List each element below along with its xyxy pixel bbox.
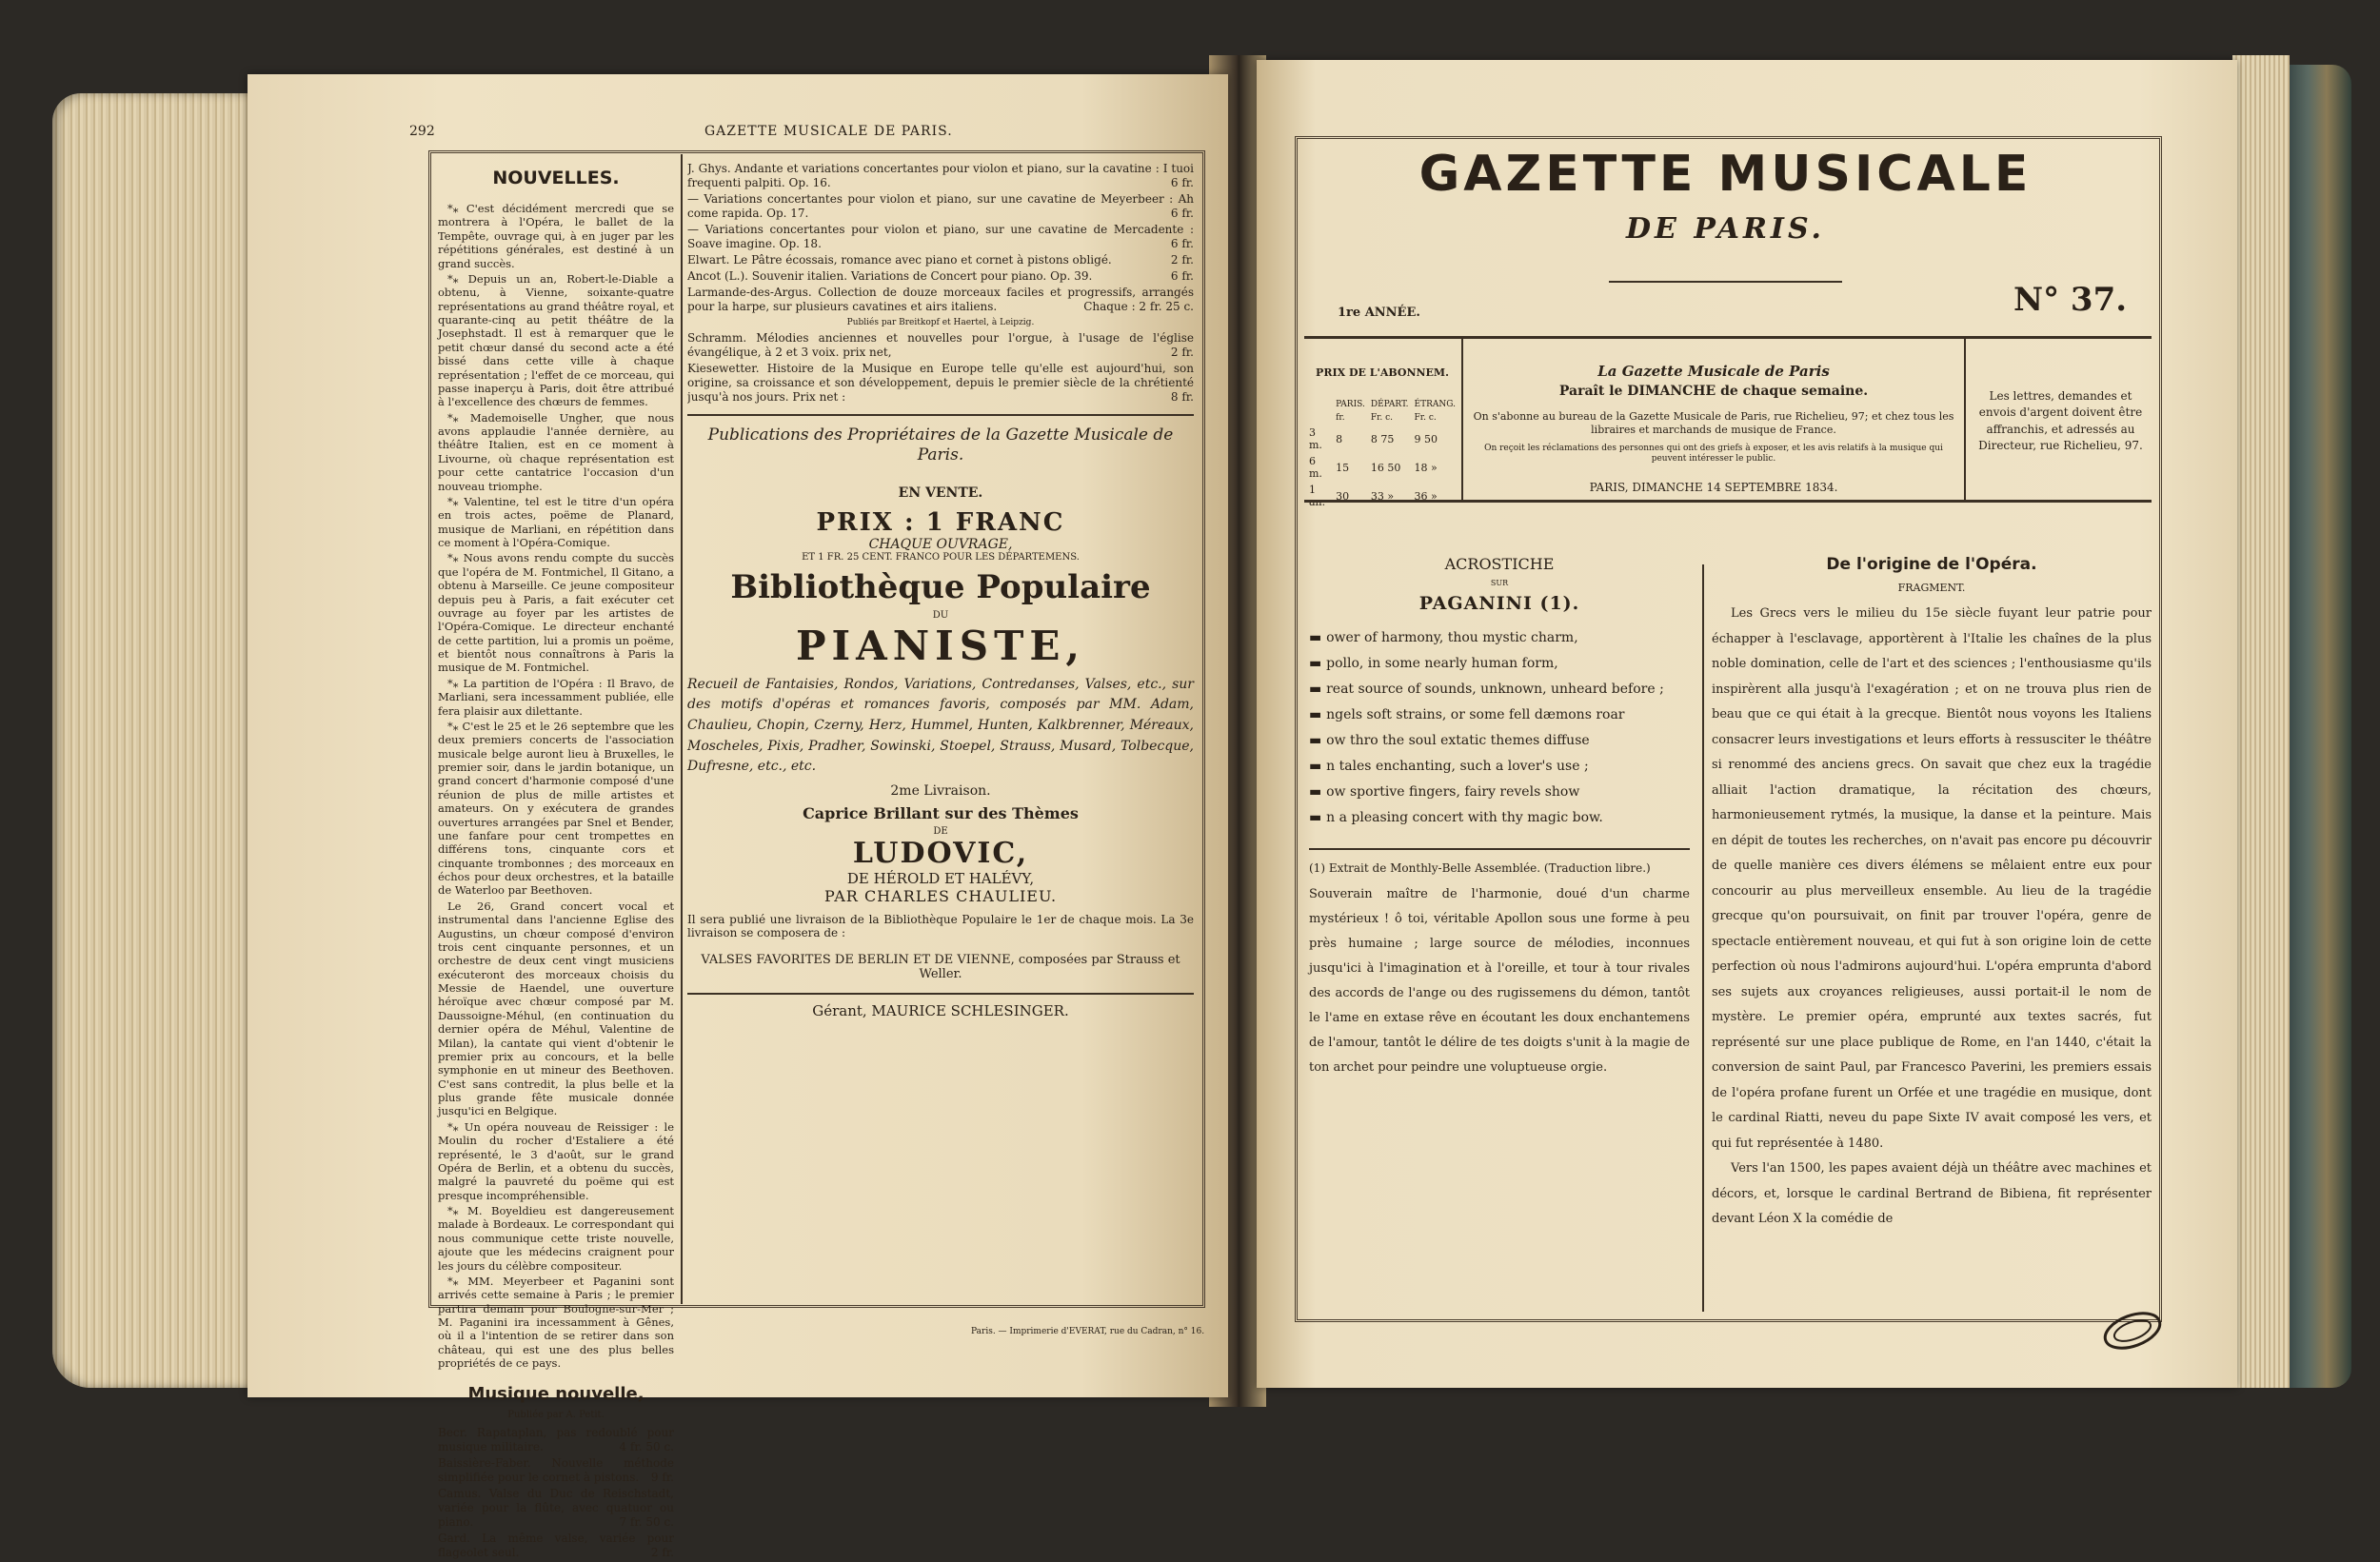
valses-favorites: VALSES FAVORITES DE BERLIN ET DE VIENNE, composées par Strauss et Weller. (701, 952, 1180, 981)
et-fr-departements: ET 1 FR. 25 CENT. FRANCO POUR LES DÉPARTEMENS. (802, 551, 1080, 563)
abonnement-box (1306, 366, 1458, 510)
right-page-edges (2232, 55, 2290, 1388)
listing-text: Larmande-des-Argus. Collection de douze morceaux faciles et progressifs, arrangés pour la harpe, sur plusieurs cavatines et airs italiens. (687, 286, 1194, 313)
ludovic-heading: LUDOVIC, (852, 836, 1029, 870)
acrostic-line (1309, 754, 1690, 780)
prix-abonnement: PRIX DE L'ABONNEM. (1316, 366, 1449, 379)
listing-price: 6 fr. (1170, 237, 1194, 250)
table-cell: 8 75 (1370, 432, 1395, 445)
table-row (1306, 482, 1458, 510)
col2-publisher: Publiés par Breitkopf et Haertel, à Leipzig. (846, 318, 1035, 327)
column-divider (681, 154, 683, 1304)
musique-item (438, 1487, 674, 1530)
left-column-1 (438, 162, 674, 1562)
table-header: DÉPART. (1370, 400, 1409, 409)
musique-item-price: 9 fr. (650, 1470, 674, 1484)
acrostic-line (1309, 651, 1690, 677)
acrostic-initial-icon: ▬ (1309, 784, 1327, 800)
acrostic-initial-icon: ▬ (1309, 707, 1327, 722)
table-cell: 6 m. (1309, 455, 1322, 480)
recueil-text: Recueil de Fantaisies, Rondos, Variations, Contredanses, Valses, etc., sur des motifs d'opéras et romances favoris, composés par MM. Adam, Chaulieu, Chopin, Czerny, Herz, Hummel, Hunten, Kalkbrenner, Méreaux, Moscheles, Pixis, Pradher, Sowinski, Stoepel, Strauss, Musard, Tolbecque, Dufresne, etc., etc. (687, 676, 1194, 775)
origine-paragraph-1: Les Grecs vers le milieu du 15e siècle fuyant leur patrie pour échapper à l'esclavage, apportèrent à l'Italie les chaînes de la plus noble domination, celle de l'art et des sciences ; l'enthousiasme qu'ils inspirèrent alla jusqu'à l'exagération ; et on ne trouva plus rien de beau que ce qui était à la grecque. Bientôt nous voyons les Italiens consacrer leurs investigations et leurs efforts à ressusciter le théâtre si renommé des anciens grecs. On savait que chez eux la tragédie alliait l'action dramatique, la récitation des chœurs, harmonieusement rytmés, la musique, la danse et la peinture. Mais en dépit de toutes les recherches, on n'avait pas encore pu découvrir de quelle manière ces divers élémens se mêlaient entre eux pour concourir au plus merveilleux ensemble. Au lieu de la tragédie grecque qu'on poursuivait, on finit par trouver l'opéra, genre de spectacle entièrement nouveau, et qui fut à son origine loin de cette perfection où nous l'admirons aujourd'hui. L'opéra emprunta d'abord ses sujets aux croyances religieuses, aussi portait-il le nom de mystère. Le premier opéra, emprunté aux textes sacrés, fut représenté sur une place publique de Rome, en l'an 1440, c'était la conversion de saint Paul, par Francesco Paverini, les premiers essais de l'opéra profane furent un Orfée et une tragédie en musique, dont le cardinal Riatti, neveu du pape Sixte IV avait composé les vers, et qui fut représentée à 1480. (1712, 606, 2152, 1151)
acrostic-line (1309, 780, 1690, 805)
acrostic-initial-icon: ▬ (1309, 810, 1327, 825)
table-cell: 15 (1336, 461, 1350, 474)
musique-publisher: Publiée par A. Petit. (507, 1409, 605, 1420)
music-listing-item (687, 223, 1194, 251)
origine-section (1712, 555, 2152, 1233)
musique-item (438, 1426, 674, 1454)
acrostic-line (1309, 728, 1690, 754)
sur-label: SUR (1490, 579, 1509, 587)
table-header: ÉTRANG. (1414, 400, 1456, 409)
nouvelle-paragraph: *⁎ C'est décidément mercredi que se montrera à l'Opéra, le ballet de la Tempête, ouvrage qui, à en juger par les répétitions générales, est destiné à un grand succès. (438, 202, 674, 270)
musique-item-price: 7 fr. 50 c. (619, 1514, 674, 1529)
acrostiche-section (1309, 555, 1690, 1080)
parait: Paraît le DIMANCHE de chaque semaine. (1558, 384, 1869, 399)
acrostiche-title: ACROSTICHE (1444, 555, 1555, 573)
nouvelle-paragraph: *⁎ MM. Meyerbeer et Paganini sont arrivés cette semaine à Paris ; le premier partira demain pour Boulogne-sur-Mer ; M. Paganini ira incessamment à Gênes, où il a l'intention de se retirer dans son château, qui est une des plus belles propriétés de ce pays. (438, 1274, 674, 1371)
table-cell: 9 50 (1414, 432, 1438, 445)
table-row (1306, 453, 1458, 482)
nouvelle-paragraph: Le 26, Grand concert vocal et instrumental dans l'ancienne Eglise des Augustins, un chœur composé d'environ trois cent cinquante personnes, et un orchestre de deux cent vingt musiciens exécuteront des morceaux choisis du Messie de Haendel, une ouverture héroïque avec chœur composé par M. Daussoigne-Méhul, (en continuation du dernier opéra de Méhul, Valentine de Milan), la cantate qui vient d'obtenir le premier prix au concours, et la belle symphonie en ut mineur des Beethoven. C'est sans contredit, la plus belle et la plus grande fête musicale donnée jusqu'ici en Belgique. (438, 899, 674, 1118)
origine-paragraph-2: Vers l'an 1500, les papes avaient déjà un théâtre avec machines et décors, et, lorsque le cardinal Bertrand de Bibiena, fit représenter devant Léon X la comédie de (1712, 1161, 2152, 1226)
paganini-title: PAGANINI (1). (1418, 593, 1580, 614)
abonne-info: On s'abonne au bureau de la Gazette Musicale de Paris, rue Richelieu, 97; et chez tous les libraires et marchands de musique de France. (1473, 410, 1954, 437)
acrostic-poem (1309, 625, 1690, 831)
music-listing-item (687, 253, 1194, 267)
listing-price: Chaque : 2 fr. 25 c. (1083, 300, 1194, 313)
livraison: 2me Livraison. (890, 782, 991, 799)
table-unit: fr. (1336, 413, 1345, 423)
listing-text: Ancot (L.). Souvenir italien. Variations de Concert pour piano. Op. 39. (687, 269, 1093, 283)
listing-text: J. Ghys. Andante et variations concertantes pour violon et piano, sur la cavatine : I tuoi frequenti palpiti. Op. 16. (687, 162, 1194, 189)
table-cell: 18 » (1414, 461, 1438, 474)
de-label: DE (933, 825, 948, 837)
nouvelle-paragraph: *⁎ C'est le 25 et le 26 septembre que les deux premiers concerts de l'association musicale belge auront lieu à Bruxelles, le premier soir, dans le jardin botanique, un grand concert d'harmonie composé d'une réunion de plus de mille artistes et amateurs. On y exécutera de grandes ouvertures arrangées par Snel et Bender, une fanfare pour cent trompettes en différens tons, cinquante cors et cinquante trombonnes ; des morceaux en échos pour deux orchestres, et la bataille de Waterloo par Beethoven. (438, 719, 674, 898)
numero: N° 37. (2013, 281, 2128, 319)
reclamations: On reçoit les réclamations des personnes qui ont des griefs à exposer, et les avis relatifs à la musique qui peuvent intéresser le public. (1484, 443, 1943, 465)
table-unit: Fr. c. (1370, 413, 1394, 423)
acrostic-line-text: ngels soft strains, or some fell dæmons roar (1326, 707, 1625, 722)
masthead-name: La Gazette Musicale de Paris (1597, 363, 1830, 380)
open-book (52, 55, 2332, 1559)
bibliotheque-populaire: Bibliothèque Populaire (730, 567, 1151, 606)
acrostic-line-text: ower of harmony, thou mystic charm, (1326, 630, 1578, 645)
table-cell: 36 » (1414, 489, 1438, 503)
music-listing (687, 162, 1194, 314)
publications-title: Publications des Propriétaires de la Gazette Musicale de Paris. (707, 425, 1174, 465)
lettres-info: Les lettres, demandes et envois d'argent doivent être affranchis, et adressés au Directeur, rue Richelieu, 97. (1978, 389, 2143, 453)
listing-price: 6 fr. (1170, 269, 1194, 283)
left-page (248, 74, 1228, 1559)
listing-price: 8 fr. (1170, 390, 1194, 404)
acrostic-initial-icon: ▬ (1309, 630, 1327, 645)
acrostic-line-text: ow sportive fingers, fairy revels show (1326, 784, 1580, 800)
acrostic-line-text: ow thro the soul extatic themes diffuse (1326, 733, 1590, 748)
listing-price: 6 fr. (1170, 176, 1194, 189)
nouvelle-paragraph: *⁎ Un opéra nouveau de Reissiger : le Moulin du rocher d'Estaliere a été représenté, le 3 d'août, sur le grand Opéra de Berlin, et a obtenu du succès, malgré la pauvreté du poëme qui est presque incompréhensible. (438, 1119, 674, 1202)
table-unit: Fr. c. (1414, 413, 1437, 423)
prix-heading: PRIX : 1 FRANC (816, 507, 1065, 537)
left-page-edges (52, 93, 252, 1388)
musique-item-text: Becr. Rapataplan, pas redoublé pour musique militaire. (438, 1425, 674, 1453)
table-header: PARIS. (1336, 400, 1365, 409)
right-page (1257, 60, 2237, 1388)
acrostic-initial-icon: ▬ (1309, 733, 1327, 748)
acrostic-initial-icon: ▬ (1309, 759, 1327, 774)
nouvelles-title: NOUVELLES. (492, 168, 620, 188)
music-listing-item (687, 269, 1194, 284)
listing-text: Schramm. Mélodies anciennes et nouvelles pour l'orgue, à l'usage de l'église évangélique, à 2 et 3 voix. prix net, (687, 331, 1194, 359)
acrostic-initial-icon: ▬ (1309, 682, 1327, 697)
acrostic-line (1309, 805, 1690, 831)
du-label: DU (932, 609, 949, 621)
pianiste-heading: PIANISTE, (795, 622, 1086, 669)
listing-text: — Variations concertantes pour violon et piano, sur une cavatine de Mercadente : Soave imagine. Op. 18. (687, 223, 1194, 250)
musique-item-price: 2 fr. (650, 1545, 674, 1559)
nouvelle-paragraph: *⁎ Nous avons rendu compte du succès que l'opéra de M. Fontmichel, Il Gitano, a obtenu à Marseille. Ce jeune compositeur depuis peu à Paris, a fait exécuter cet ouvrage au foyer par les artistes de l'Opéra-Comique. Le directeur enchanté de cette partition, lui a promis un poëme, et bientôt nous connaîtrons à Paris la musique de M. Fontmichel. (438, 551, 674, 675)
acrostic-line (1309, 702, 1690, 728)
listing-text: Kiesewetter. Histoire de la Musique en Europe telle qu'elle est aujourd'hui, son origine, sa croissance et son développement, depuis le premier siècle de la chrétienté jusqu'à nos jours. Prix net : (687, 362, 1194, 404)
musique-title: Musique nouvelle, (467, 1383, 645, 1404)
musique-item-price: 4 fr. 50 c. (619, 1439, 674, 1453)
gazette-subtitle: DE PARIS. (1626, 212, 1825, 246)
nouvelle-paragraph: *⁎ La partition de l'Opéra : Il Bravo, de Marliani, sera incessamment publiée, elle fera plaisir aux dilettante. (438, 676, 674, 718)
table-cell: 30 (1336, 489, 1350, 503)
masthead-info (1471, 363, 1956, 494)
nouvelle-paragraph: *⁎ Valentine, tel est le titre d'un opéra en trois actes, poëme de Planard, musique de Marliani, en répétition dans ce moment à l'Opéra-Comique. (438, 494, 674, 549)
acrostic-line-text: n a pleasing concert with thy magic bow. (1326, 810, 1603, 825)
caprice-brillant: Caprice Brillant sur des Thèmes (803, 803, 1079, 822)
music-listing-2 (687, 331, 1194, 405)
musique-item-text: Baissière-Faber. Nouvelle méthode simplifiée pour le cornet à pistons. (438, 1455, 674, 1484)
acrostic-line-text: pollo, in some nearly human form, (1326, 656, 1558, 671)
nouvelles-list (438, 202, 674, 1371)
musique-item-text: Camus. Valse du Duc de Reischstadt, variée pour la flûte, avec quatuor ou piano. (438, 1486, 674, 1529)
acrostic-initial-icon: ▬ (1309, 656, 1327, 671)
music-listing-item (687, 286, 1194, 314)
chaque-ouvrage: CHAQUE OUVRAGE, (868, 536, 1013, 552)
issue-date: PARIS, DIMANCHE 14 SEPTEMBRE 1834. (1589, 480, 1838, 494)
music-listing-item (687, 192, 1194, 221)
listing-price: 6 fr. (1170, 207, 1194, 220)
listing-price: 2 fr. (1170, 253, 1194, 267)
gazette-title: GAZETTE MUSICALE (1418, 146, 2033, 203)
table-cell: 16 50 (1370, 461, 1401, 474)
nouvelle-paragraph: *⁎ Depuis un an, Robert-le-Diable a obtenu, à Vienne, soixante-quatre représentations au grand théâtre royal, et quarante-cinq au petit théâtre de la Josephstadt. Il est à remarquer que le petit chœur dansé du second acte a été bissé dans cette ville à chaque représentation ; l'effet de ce morceau, qui passe inaperçu à Paris, doit être attribué à l'excellence des chœurs de femmes. (438, 271, 674, 409)
imprimerie: Paris. — Imprimerie d'EVERAT, rue du Cadran, n° 16. (971, 1327, 1205, 1336)
music-listing-item (687, 362, 1194, 405)
music-listing-item (687, 331, 1194, 360)
gerant: Gérant, MAURICE SCHLESINGER. (812, 1001, 1069, 1019)
origine-title: De l'origine de l'Opéra. (1826, 555, 2037, 574)
listing-text: Elwart. Le Pâtre écossais, romance avec piano et cornet à pistons obligé. (687, 253, 1112, 267)
table-cell: 33 » (1370, 489, 1395, 503)
annee: 1re ANNÉE. (1338, 306, 1420, 320)
table-cell: 3 m. (1309, 426, 1322, 451)
library-stamp-icon (2099, 1307, 2166, 1354)
musique-list (438, 1426, 674, 1560)
acrostic-line-text: reat source of sounds, unknown, unheard before ; (1326, 682, 1664, 697)
acrostic-line-text: n tales enchanting, such a lover's use ; (1326, 759, 1589, 774)
il-sera-publie: Il sera publié une livraison de la Bibliothèque Populaire le 1er de chaque mois. La 3e livraison se composera de : (687, 912, 1194, 939)
footnote-text: Souverain maître de l'harmonie, doué d'un charme mystérieux ! ô toi, véritable Apollon sous une forme à peu près humaine ; large source de mélodies, inconnues jusqu'ici à l'imagination et à l'oreille, et tour à tour rivales des accords de l'ange ou des rugissemens du démon, tantôt le l'ame en extase rêve en écoutant les doux enchantemens de l'amour, tantôt le délire de tes doigts s'unit à la magie de ton archet pour peindre une voluptueuse orgie. (1309, 887, 1690, 1075)
acrostic-line (1309, 625, 1690, 651)
left-column-2 (687, 162, 1194, 1019)
nouvelle-paragraph: *⁎ M. Boyeldieu est dangereusement malade à Bordeaux. Le correspondant qui nous communique cette triste nouvelle, ajoute que les médecins craignent pour les jours du célèbre compositeur. (438, 1204, 674, 1273)
abonnement-table (1306, 398, 1458, 510)
table-cell: 1 an. (1309, 484, 1326, 508)
table-cell: 8 (1336, 432, 1343, 445)
musique-item (438, 1456, 674, 1485)
acrostic-line (1309, 677, 1690, 702)
de-herold: DE HÉROLD ET HALÉVY, (846, 869, 1035, 887)
en-vente: EN VENTE. (898, 484, 983, 501)
par-chaulieu: PAR CHARLES CHAULIEU. (823, 886, 1058, 905)
running-head: GAZETTE MUSICALE DE PARIS. (704, 124, 953, 139)
listing-text: — Variations concertantes pour violon et piano, sur une cavatine de Meyerbeer : Ah come rapida. Op. 17. (687, 192, 1194, 220)
footnote-title: (1) Extrait de Monthly-Belle Assemblée. (Traduction libre.) (1309, 861, 1651, 875)
listing-price: 2 fr. (1170, 346, 1194, 359)
fragment-label: FRAGMENT. (1897, 582, 1966, 594)
page-number: 292 (409, 124, 435, 139)
music-listing-item (687, 162, 1194, 190)
table-row (1306, 425, 1458, 453)
musique-item-text: Gard. La même valse, variée pour flageolet seul. (438, 1531, 674, 1559)
musique-item (438, 1532, 674, 1560)
nouvelle-paragraph: *⁎ Mademoiselle Ungher, que nous avons applaudie l'année dernière, au théâtre Italien, est en ce moment à Livourne, où chaque représentation est pour cette cantatrice l'occasion d'un nouveau triomphe. (438, 410, 674, 493)
marbled-cover (2290, 65, 2351, 1388)
